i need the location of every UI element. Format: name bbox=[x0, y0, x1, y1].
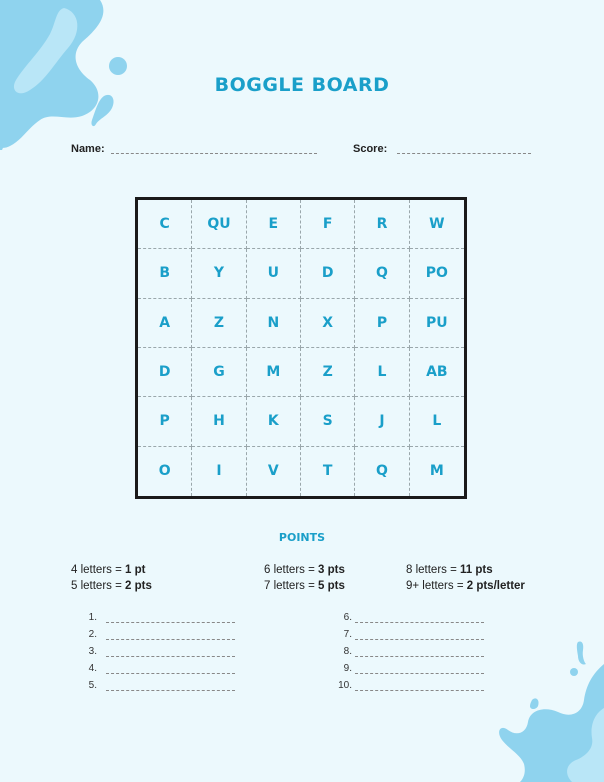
paint-splash-bottom-right bbox=[494, 634, 604, 782]
word-entry-line[interactable] bbox=[106, 639, 235, 640]
board-cell: QU bbox=[192, 200, 246, 249]
word-number: 2. bbox=[88, 629, 97, 640]
word-entry-line[interactable] bbox=[355, 673, 484, 674]
board-cell: PU bbox=[410, 299, 464, 348]
boggle-board bbox=[135, 197, 467, 499]
board-cell: J bbox=[355, 397, 409, 446]
board-cell: L bbox=[355, 348, 409, 397]
word-number: 7. bbox=[343, 629, 352, 640]
board-cell: M bbox=[429, 463, 444, 480]
score-label: Score: bbox=[353, 143, 388, 155]
board-cell: L bbox=[410, 397, 464, 446]
word-number: 5. bbox=[88, 680, 97, 691]
word-number: 10. bbox=[338, 680, 352, 691]
word-entry-line[interactable] bbox=[355, 639, 484, 640]
name-label: Name: bbox=[71, 143, 105, 155]
points-title: POINTS bbox=[278, 531, 326, 544]
board-cell: U bbox=[247, 249, 301, 298]
board-cell: P bbox=[355, 299, 409, 348]
board-cell: R bbox=[355, 200, 409, 249]
board-cell: Z bbox=[301, 348, 355, 397]
page-title: BOGGLE BOARD bbox=[214, 74, 390, 96]
word-number: 8. bbox=[343, 646, 352, 657]
points-rule: 9+ letters = 2 pts/letter bbox=[406, 580, 525, 592]
board-cell: C bbox=[138, 200, 192, 249]
board-cell: W bbox=[410, 200, 464, 249]
word-entry-line[interactable] bbox=[355, 622, 484, 623]
word-number: 4. bbox=[88, 663, 97, 674]
points-rule: 7 letters = 5 pts bbox=[264, 580, 345, 592]
word-entry-line[interactable] bbox=[106, 622, 235, 623]
name-field[interactable] bbox=[111, 153, 317, 154]
board-cell: G bbox=[192, 348, 246, 397]
board-cell: Q bbox=[355, 447, 409, 496]
board-cell: Q bbox=[355, 249, 409, 298]
word-number: 9. bbox=[343, 663, 352, 674]
points-rule: 8 letters = 11 pts bbox=[406, 564, 493, 576]
board-cell: PO bbox=[410, 249, 464, 298]
word-entry-line[interactable] bbox=[106, 673, 235, 674]
board-cell: H bbox=[192, 397, 246, 446]
points-rule: 4 letters = 1 pt bbox=[71, 564, 146, 576]
board-cell: S bbox=[301, 397, 355, 446]
board-cell: O bbox=[138, 447, 192, 496]
board-cell: E bbox=[247, 200, 301, 249]
board-cell: D bbox=[138, 348, 192, 397]
board-cell: N bbox=[247, 299, 301, 348]
word-entry-line[interactable] bbox=[106, 690, 235, 691]
board-cell: T bbox=[301, 447, 355, 496]
board-cell: K bbox=[247, 397, 301, 446]
board-cell: I bbox=[192, 447, 246, 496]
board-cell: D bbox=[301, 249, 355, 298]
board-cell: Y bbox=[192, 249, 246, 298]
word-entry-line[interactable] bbox=[355, 656, 484, 657]
points-rule: 5 letters = 2 pts bbox=[71, 580, 152, 592]
score-field[interactable] bbox=[397, 153, 531, 154]
board-cell: P bbox=[138, 397, 192, 446]
board-cell: A bbox=[138, 299, 192, 348]
word-number: 1. bbox=[88, 612, 97, 623]
board-cell: Z bbox=[192, 299, 246, 348]
word-entry-line[interactable] bbox=[355, 690, 484, 691]
word-number: 3. bbox=[88, 646, 97, 657]
word-entry-line[interactable] bbox=[106, 656, 235, 657]
board-cell: B bbox=[138, 249, 192, 298]
board-cell: M bbox=[247, 348, 301, 397]
board-cell: V bbox=[247, 447, 301, 496]
board-cell: AB bbox=[410, 348, 464, 397]
board-cell: X bbox=[301, 299, 355, 348]
points-rule: 6 letters = 3 pts bbox=[264, 564, 345, 576]
board-cell: F bbox=[301, 200, 355, 249]
word-number: 6. bbox=[343, 612, 352, 623]
